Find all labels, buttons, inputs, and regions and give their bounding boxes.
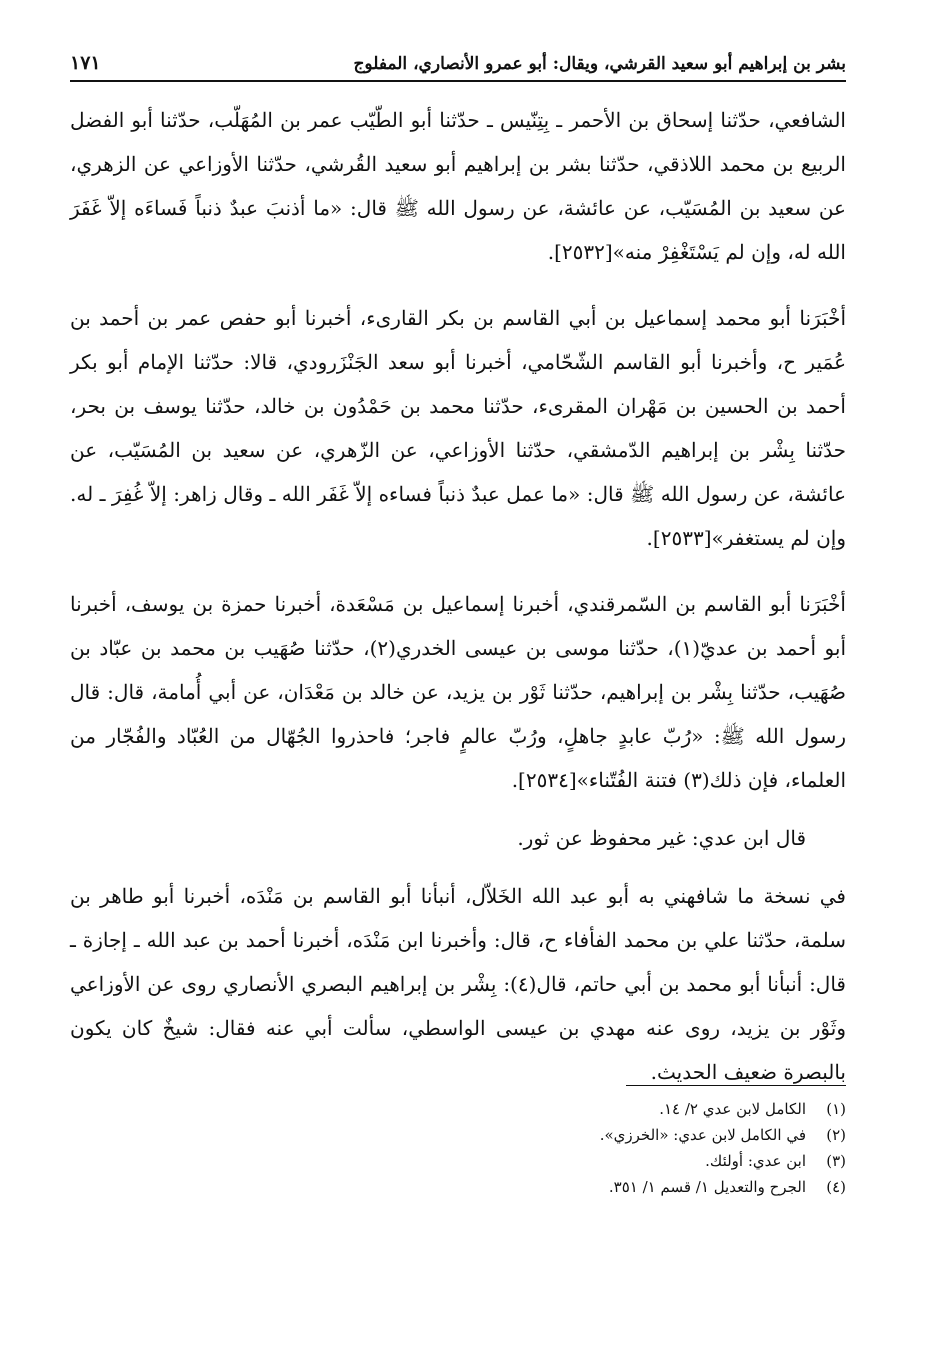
header-title: بشر بن إبراهيم أبو سعيد القرشي، ويقال: أبو عمرو الأنصاري، المفلوج <box>353 54 846 74</box>
footnote-item: (٤) الجرح والتعديل ١/ قسم ١/ ٣٥١. <box>608 1178 846 1196</box>
page-number: ١٧١ <box>70 52 101 74</box>
paragraph-2: أخْبَرَنا أبو محمد إسماعيل بن أبي القاسم بن بكر القارىء، أخبرنا أبو حفص عمر بن أحمد بن عُمَير ح، وأخبرنا أبو القاسم الشّحّامي، أخبرنا أبو سعد الجَنْزَرودي، قالا: حدّثنا الإمام أبو بكر أحمد بن الحسين بن مَهْران المقرىء، حدّثنا محمد بن حَمْدُون بن خالد، حدّثنا يوسف بن بحر، حدّثنا بِشْر بن إبراهيم الدّمشقي، حدّثنا الأوزاعي، عن الزّهري، عن سعيد بن المُسَيّب، عن عائشة، عن رسول الله ﷺ قال: «ما عمل عبدٌ ذنباً فساءه إلاّ غَفَر الله ـ وقال زاهر: إلاّ غُفِرَ ـ له. وإن لم يستغفر»[٢٥٣٣]. <box>70 306 846 550</box>
paragraph-3: أخْبَرَنا أبو القاسم بن السّمرقندي، أخبرنا إسماعيل بن مَسْعَدة، أخبرنا حمزة بن يوسف، أخبرنا أبو أحمد بن عديّ(١)، حدّثنا موسى بن عيسى الخدري(٢)، حدّثنا صُهَيب بن محمد بن عبّاد بن صُهَيب، حدّثنا بِشْر بن إبراهيم، حدّثنا ثَوْر بن يزيد، عن خالد بن مَعْدَان، عن أبي أُمامة، قال: قال رسول الله ﷺ: «رُبّ عابدٍ جاهلٍ، ورُبّ عالمٍ فاجر؛ فاحذروا الجُهّال من العُبّاد والفُجّار من العلماء، فإن ذلك(٣) فتنة الفُتّناء»[٢٥٣٤]. <box>70 592 847 792</box>
running-header <box>70 52 846 82</box>
footnote-item: (٢) في الكامل لابن عدي: «الخرزي». <box>599 1126 846 1144</box>
paragraph-1: الشافعي، حدّثنا إسحاق بن الأحمر ـ بِتِنّيس ـ حدّثنا أبو الطّيّب عمر بن المُهَلّب، حدّثنا أبو الفضل الربيع بن محمد اللاذقي، حدّثنا بشر بن إبراهيم أبو سعيد القُرشي، حدّثنا الأوزاعي عن الزهري، عن سعيد بن المُسَيّب، عن عائشة، عن رسول الله ﷺ قال: «ما أذنبَ عبدٌ ذنباً فَساءَه إلاّ غَفَرَ الله له، وإن لم يَسْتَغْفِرْ منه»[٢٥٣٢]. <box>70 108 846 264</box>
document-page <box>70 52 846 1108</box>
footnote-item: (٣) ابن عدي: أولئك. <box>705 1152 846 1170</box>
paragraph-4: قال ابن عدي: غير محفوظ عن ثور. <box>517 826 806 850</box>
footnote-separator <box>626 1085 846 1086</box>
footnote-item: (١) الكامل لابن عدي ٢/ ١٤. <box>659 1100 846 1118</box>
footnotes <box>70 1085 846 1200</box>
paragraph-5: في نسخة ما شافهني به أبو عبد الله الخَلاّل، أنبأنا أبو القاسم بن مَنْدَه، أخبرنا أبو طاهر بن سلمة، حدّثنا علي بن محمد الفأفاء ح، قال: وأخبرنا ابن مَنْدَه، أخبرنا أحمد بن عبد الله ـ إجازة ـ قال: أنبأنا أبو محمد بن أبي حاتم، قال(٤): بِشْر بن إبراهيم البصري الأنصاري روى عن الأوزاعي وثَوْر بن يزيد، روى عنه مهدي بن عيسى الواسطي، سألت أبي عنه فقال: شيخٌ كان يكون بالبصرة ضعيف الحديث. <box>70 884 846 1084</box>
